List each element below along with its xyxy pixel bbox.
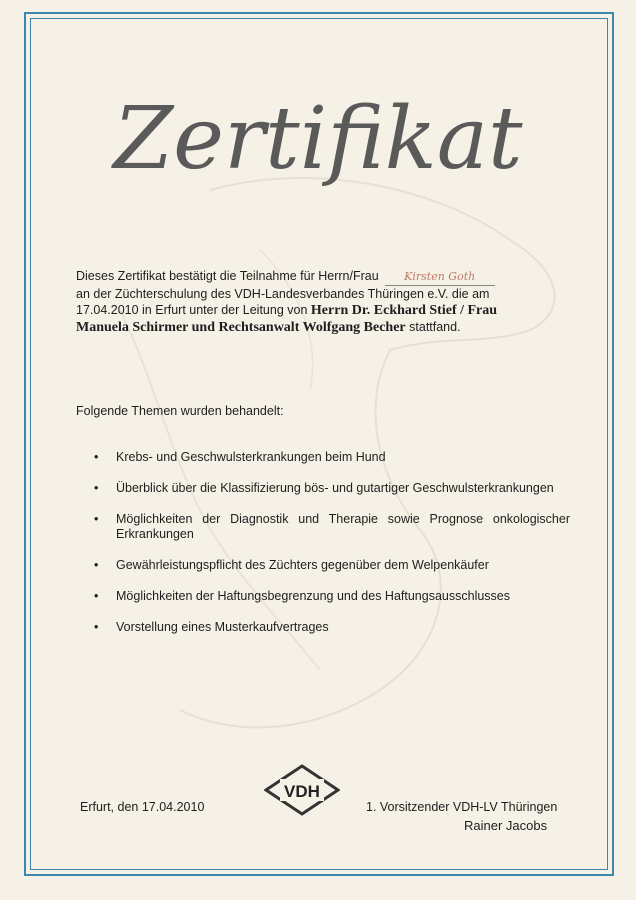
logo-text: VDH	[284, 782, 320, 801]
topics-heading: Folgende Themen wurden behandelt:	[76, 404, 284, 418]
topic-item	[90, 512, 570, 542]
topic-text: Krebs- und Geschwulsterkrankungen beim Hund	[116, 450, 386, 464]
intro-line4-text: stattfand.	[409, 320, 461, 334]
intro-line-4	[76, 319, 556, 336]
topic-item	[90, 481, 570, 496]
topic-item	[90, 450, 570, 465]
topic-item	[90, 620, 570, 635]
intro-line-1	[76, 268, 556, 286]
topic-item	[90, 558, 570, 573]
topic-item	[90, 589, 570, 604]
participant-name: Kirsten Goth	[385, 269, 495, 286]
place-date: Erfurt, den 17.04.2010	[80, 800, 205, 814]
certificate-title	[0, 68, 636, 208]
bullet-icon: •	[94, 589, 99, 603]
instructors-line1: Herrn Dr. Eckhard Stief / Frau	[310, 303, 498, 318]
intro-line-2: an der Züchterschulung des VDH-Landesverbandes Thüringen e.V. die am	[76, 287, 490, 301]
signatory-role: 1. Vorsitzender VDH-LV Thüringen	[366, 800, 558, 814]
bullet-icon: •	[94, 512, 99, 526]
topic-text: Möglichkeiten der Haftungsbegrenzung und des Haftungsausschlusses	[116, 589, 510, 603]
bullet-icon: •	[94, 558, 99, 572]
vdh-logo	[264, 764, 340, 816]
topic-text: Vorstellung eines Musterkaufvertrages	[116, 620, 329, 634]
title-text: Zertifikat	[113, 89, 523, 189]
intro-line1-text: Dieses Zertifikat bestätigt die Teilnahme für Herrn/Frau	[76, 269, 379, 283]
intro-paragraph	[76, 268, 556, 336]
topic-text: Möglichkeiten der Diagnostik und Therapie sowie Prognose onkologischer Erkrankungen	[116, 512, 570, 541]
instructors-line2: Manuela Schirmer und Rechtsanwalt Wolfgang Becher	[76, 320, 406, 335]
bullet-icon: •	[94, 481, 99, 495]
topic-text: Gewährleistungspflicht des Züchters gegenüber dem Welpenkäufer	[116, 558, 489, 572]
topics-list	[90, 450, 570, 635]
bullet-icon: •	[94, 450, 99, 464]
topic-text: Überblick über die Klassifizierung bös- und gutartiger Geschwulsterkrankungen	[116, 481, 554, 495]
signatory-name: Rainer Jacobs	[464, 818, 548, 833]
intro-line3-text: 17.04.2010 in Erfurt unter der Leitung von	[76, 303, 308, 317]
bullet-icon: •	[94, 620, 99, 634]
intro-line-3	[76, 302, 556, 319]
